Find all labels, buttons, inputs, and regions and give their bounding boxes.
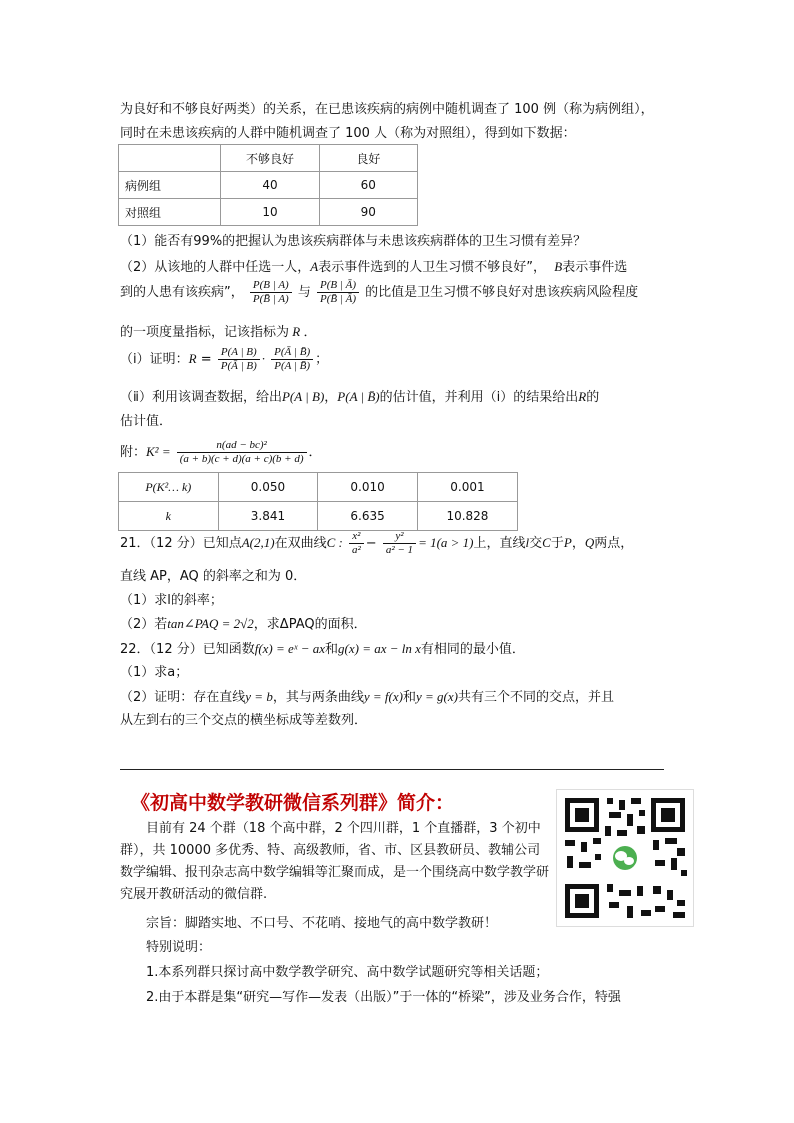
q22-sub1: （1）求a； (120, 665, 189, 680)
text: ，其与两条曲线 (272, 690, 364, 705)
table-cell: 60 (319, 172, 417, 199)
intro-line-1: 为良好和不够良好两类）的关系，在已患该疾病的病例中随机调查了 100 例（称为病例组）， (120, 102, 654, 117)
table-row (119, 199, 418, 226)
text: 共有三个不同的交点，并且 (457, 690, 614, 705)
q21-sub2: （2）若tan∠PAQ = 2√2，求ΔPAQ的面积． (120, 616, 367, 632)
table-cell: 0.001 (417, 473, 517, 502)
fraction-k2: $\frac{\text{n(ad − bc)²}}{(a + b)(c + d)(a + c)(b + d)}$ (177, 439, 307, 466)
table-row (119, 172, 418, 199)
text: （2）若 (120, 617, 168, 632)
fraction-x2a2: $\frac{\text{x²}}{\text{a²}}$ (349, 530, 364, 557)
text: 到的人患有该疾病”， (120, 285, 244, 300)
table-cell: 0.010 (318, 473, 418, 502)
k2-formula: 附：K² = $\frac{\text{n(ad − bc)²}}{(a + b)(c + d)(a + c)(b + d)}$ ． (120, 439, 322, 465)
text: 交 (529, 536, 543, 551)
q20-part2-line2 (120, 278, 638, 308)
text: 与 (297, 285, 311, 300)
q20-part-ii: （ⅱ）利用该调查数据，给出P(A | B)，P(A | B̄)的估计值，并利用（ⅰ）的结果给出R的 (120, 389, 600, 405)
text: 附： (120, 445, 147, 460)
q21-line2: 直线 AP，AQ 的斜率之和为 0． (120, 569, 307, 584)
text: 在双曲线 (274, 536, 327, 551)
text: 的比值是卫生习惯不够良好对患该疾病风险程度 (365, 285, 639, 300)
table-cell (119, 145, 221, 172)
table-cell: 0.050 (218, 473, 318, 502)
fraction-pba: $\frac{P(B | A)}{P(B̄ | A)}$ (250, 279, 292, 306)
ad-purpose: 宗旨：脚踏实地、不口号、不花哨、接地气的高中数学教研！ (146, 916, 498, 931)
q22-sub2: （2）证明：存在直线y = b，其与两条曲线y = f(x)和y = g(x)共有三个不同的交点，并且 (120, 689, 614, 705)
text: ，求ΔPAQ的面积． (253, 617, 367, 632)
q20-proof-i: （ⅰ）证明：R = $\frac{P(A | B)}{P(Ā | B)}$ · $\frac{P(Ā | B̄)}{P(A | B̄)}$ ； (120, 346, 329, 372)
text: 和 (402, 690, 416, 705)
math-R: R (289, 324, 304, 339)
fraction-2: $\frac{P(Ā | B̄)}{P(A | B̄)}$ (271, 346, 313, 373)
text: （ⅱ）利用该调查数据，给出 (120, 390, 282, 405)
critical-value-table (118, 472, 518, 531)
math-R: R (188, 351, 197, 366)
q22-line1: 22．（12 分）已知函数f(x) = eˣ − ax和g(x) = ax − ln x有相同的最小值． (120, 641, 525, 657)
q21-sub1: （1）求l的斜率； (120, 593, 223, 608)
qr-code-graphic (557, 790, 693, 926)
ad-title: 《初高中数学教研微信系列群》简介： (131, 792, 455, 814)
text: （2）从该地的人群中任选一人， (120, 260, 311, 275)
text: 21．（12 分）已知点 (120, 536, 242, 551)
table-cell: 6.635 (318, 502, 418, 531)
text: 的 (586, 390, 600, 405)
divider (120, 769, 664, 770)
fraction-pbabar: $\frac{P(B | Ā)}{P(B̄ | Ā)}$ (317, 279, 359, 306)
fraction-y2: $\frac{\text{y²}}{\text{a² − 1}}$ (383, 530, 416, 557)
q21-line1: 21．（12 分）已知点A(2,1)在双曲线C : $\frac{\text{x²}}{\text{a²}}$ − $\frac{\text{y²}}{\text{a² − 1}}$ = 1(a > 1)上，直线l交C于P，Q两点， (120, 530, 634, 556)
table-row (119, 145, 418, 172)
q20-part1: （1）能否有99%的把握认为患该疾病群体与未患该疾病群体的卫生习惯有差异？ (120, 234, 587, 249)
text: （ⅰ）证明： (120, 352, 189, 367)
table-cell: 90 (319, 199, 417, 226)
text: 和 (325, 642, 339, 657)
table-cell: P(K²… k) (119, 473, 219, 502)
text: 的估计值，并利用（ⅰ）的结果给出 (379, 390, 579, 405)
table-cell: 10.828 (417, 502, 517, 531)
table-cell: 10 (221, 199, 319, 226)
q20-part-ii-line2: 估计值． (120, 414, 173, 429)
math-A: A (310, 259, 319, 274)
table-cell: k (119, 502, 219, 531)
ad-note-2: 2.由于本群是集“研究—写作—发表（出版）”于一体的“桥梁”，涉及业务合作，特强 (146, 990, 621, 1005)
table-cell: 不够良好 (221, 145, 319, 172)
text: 上，直线 (473, 536, 526, 551)
ad-paragraph-1: 目前有 24 个群（18 个高中群，2 个四川群，1 个直播群，3 个初中群），共 10000 多优秀、特、高级教师，省、市、区县教研员、教辅公司数学编辑、报刊杂志高中数学编辑等汇聚而成，是一个围绕高中数学教学研究展开教研活动的微信群. (120, 821, 550, 902)
math-B: B (554, 259, 563, 274)
fraction-1: $\frac{P(A | B)}{P(Ā | B)}$ (218, 346, 260, 373)
text: ， (571, 536, 585, 551)
table-row (119, 473, 518, 502)
text: 两点， (594, 536, 634, 551)
table-cell: 40 (221, 172, 319, 199)
text: 的一项度量指标，记该指标为 (120, 325, 290, 340)
qr-code (556, 789, 694, 927)
intro-line-2: 同时在未患该疾病的人群中随机调查了 100 人（称为对照组），得到如下数据： (120, 126, 576, 141)
survey-table (118, 144, 418, 226)
text: 表示事件选 (562, 260, 628, 275)
text: ， (324, 390, 338, 405)
text: 表示事件选到的人卫生习惯不够良好”， (318, 260, 546, 275)
ad-note-1: 1.本系列群只探讨高中数学教学研究、高中数学试题研究等相关话题； (146, 965, 549, 980)
q22-sub2-line2: 从左到右的三个交点的横坐标成等差数列． (120, 713, 368, 728)
table-cell: 良好 (319, 145, 417, 172)
table-cell: 3.841 (218, 502, 318, 531)
q20-part2-line3: 的一项度量指标，记该指标为 R ． (120, 324, 317, 340)
text: 有相同的最小值． (420, 642, 525, 657)
text: （2）证明：存在直线 (120, 690, 246, 705)
table-cell: 病例组 (119, 172, 221, 199)
text: 22．（12 分）已知函数 (120, 642, 255, 657)
ad-note-heading: 特别说明： (146, 940, 212, 955)
q20-part2-line1 (120, 258, 627, 277)
table-cell: 对照组 (119, 199, 221, 226)
text: 于 (550, 536, 564, 551)
